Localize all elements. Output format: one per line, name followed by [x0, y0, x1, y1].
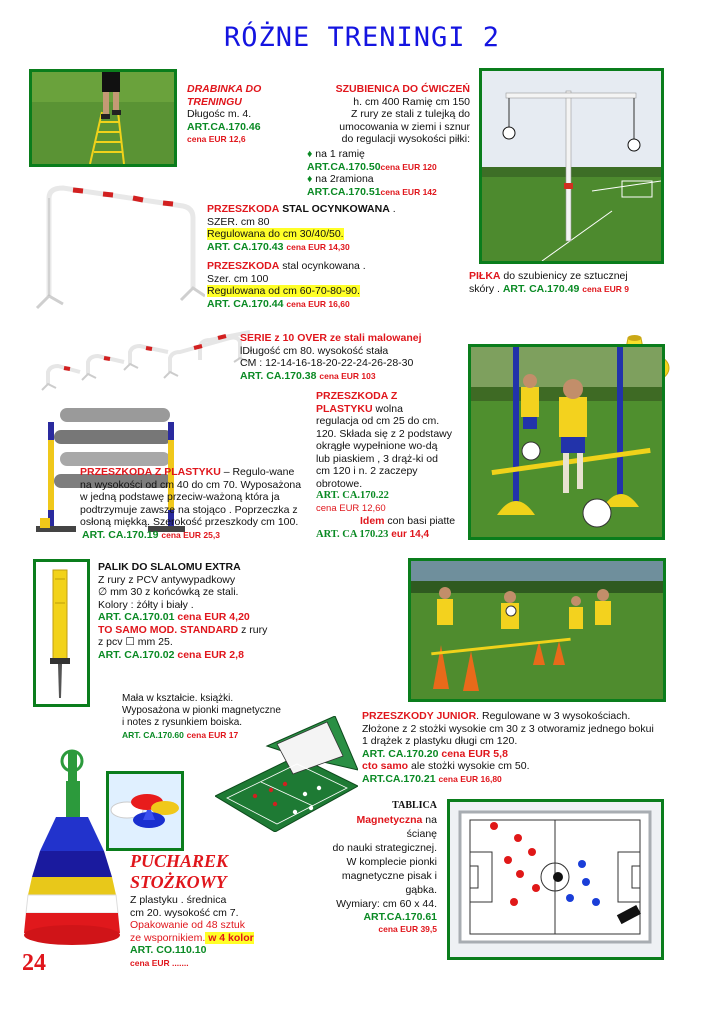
palik-price2: cena EUR 2,8	[177, 648, 244, 661]
przeszkoda-material: STAL OCYNKOWANA	[282, 203, 390, 215]
tablica-price: cena EUR 39,5	[378, 924, 437, 934]
tablica-line: do nauki strategicznej.	[332, 841, 437, 854]
plastyk-line: regulacja od cm 25 do cm.	[316, 415, 440, 427]
pucharek-name-2: STOŻKOWY	[130, 872, 227, 892]
bullet-icon: ♦	[307, 148, 313, 160]
serie-price: cena EUR 103	[319, 370, 376, 381]
przeszkoda-art: ART. CA.170.43	[207, 240, 284, 253]
idem-label: Idem	[360, 515, 385, 527]
drabinka-length: Długośc m. 4.	[187, 108, 252, 120]
szubienica-line: umocowania w ziemi i sznur	[339, 120, 470, 133]
magnetic-board-photo	[447, 799, 664, 960]
szubienica-art2: ART.CA.170.51	[307, 185, 381, 198]
szubienica-price2: cena EUR 142	[380, 186, 437, 197]
serie-line: lDługość cm 80. wysokość stała	[240, 344, 389, 357]
przeszkoda-price: cena EUR 14,30	[286, 241, 350, 252]
serie-line: CM : 12-14-16-18-20-22-24-26-28-30	[240, 357, 414, 369]
pucharek-pack: Opakowanie od 48 sztuk	[130, 919, 245, 931]
przeszkoda2-width: Szer. cm 100	[207, 272, 269, 285]
junior-same-rest: ale stożki wysokie cm 50.	[408, 760, 530, 772]
plastyk-name-2: PLASTYKU	[316, 402, 373, 415]
przeszkoda2-material: stal ocynkowana .	[282, 260, 366, 272]
plastyk-line: lub piaskiem , 3 drąż-ki od	[316, 452, 438, 465]
szubienica-line: Z rury ze stali z tulejką do	[350, 108, 470, 120]
pucharek-price: cena EUR .......	[130, 957, 189, 968]
mapa-art: ART. CA.170.60	[122, 730, 184, 740]
mapa-price: cena EUR 17	[186, 730, 239, 740]
przeszkoda-regulation: Regulowana do cm 30/40/50.	[207, 228, 344, 240]
junior-line: 1 drążek z plastyku długi cm 120.	[362, 735, 518, 747]
junior-art2: ART.CA.170.21	[362, 772, 436, 785]
hurdle-photo	[33, 178, 205, 318]
szubienica-line: h. cm 400 Ramię cm 150	[353, 95, 470, 108]
idem-price: eur 14,4	[391, 528, 430, 540]
wave-hurdle-name: PRZESZKODA Z PLASTYKU	[80, 466, 221, 478]
palik-price1: cena EUR 4,20	[177, 611, 250, 623]
przeszkoda2-regulation: Regulowana od cm 60-70-80-90.	[207, 285, 360, 297]
bullet-icon: ♦	[307, 173, 313, 185]
idem-art: ART. CA 170.23	[316, 528, 389, 540]
palik-standard: TO SAMO MOD. STANDARD	[98, 623, 239, 636]
tablica-line: Wymiary: cm 60 x 44.	[336, 897, 437, 910]
kids-hurdle-photo	[468, 344, 665, 540]
plastyk-line: cm 120 i n. 2 zaczepy	[316, 465, 418, 477]
plastyk-price: cena EUR 12,60	[316, 502, 386, 514]
junior-art1: ART. CA.170.20	[362, 747, 439, 760]
pucharek-art: ART. CO.110.10	[130, 944, 207, 956]
pucharek-pack-2: ze wspornikiem.	[130, 931, 206, 944]
tablica-art: ART.CA.170.61	[363, 910, 437, 923]
wave-hurdle-line: w jedną podstawę przeciw-ważoną która ja	[80, 491, 280, 503]
junior-same: cto samo	[362, 760, 409, 772]
przeszkoda-width: SZER. cm 80	[207, 215, 270, 228]
tablica-name: Magnetyczna	[356, 813, 423, 826]
pilka-art: ART. CA.170.49	[502, 282, 580, 295]
szubienica-name: SZUBIENICA DO ĆWICZEŃ	[335, 83, 470, 95]
przeszkoda2-price: cena EUR 16,60	[286, 298, 350, 309]
plastyk-art: ART. CA.170.22	[316, 490, 389, 501]
wave-hurdle-price: cena EUR 25,3	[161, 529, 220, 540]
drabinka-name: DRABINKA DO	[187, 83, 262, 95]
szubienica-opt2: na 2ramiona	[315, 173, 374, 185]
slalom-pole-photo	[33, 559, 90, 707]
idem-desc: con basi piatte	[384, 515, 456, 527]
palik-name: PALIK DO SLALOMU EXTRA	[98, 561, 241, 573]
wave-hurdle-art: ART. CA.170.19	[82, 528, 159, 541]
wave-hurdle-line: osłoną miękką. Szerokość przeszkody cm 100.	[80, 516, 299, 528]
junior-price1: cena EUR 5,8	[441, 747, 508, 760]
plastyk-name: PRZESZKODA Z	[316, 390, 398, 402]
junior-line: Złożone z 2 stożki wysokie cm 30 z 3 otworamiz jednego bokui	[362, 722, 654, 735]
przeszkoda-dot: .	[389, 203, 396, 215]
junior-price2: cena EUR 16,80	[438, 773, 502, 784]
palik-line: z pcv ☐ mm 25.	[98, 636, 173, 648]
palik-line: Z rury z PCV antywypadkowy	[98, 573, 236, 586]
plastyk-name-rest: wolna	[372, 402, 403, 415]
junior-name-rest: . Regulowane w 3 wysokościach.	[476, 710, 631, 722]
ladder-photo	[29, 69, 177, 167]
plastyk-line: okrągłe wypełnione wo-dą	[316, 440, 438, 452]
przeszkoda2-name: PRZESZKODA	[207, 260, 280, 272]
palik-art2: ART. CA.170.02	[98, 648, 175, 661]
szubienica-opt1: na 1 ramię	[315, 148, 365, 160]
wave-hurdle-line: na wysokości od cm 40 do cm 70. Wyposażona	[80, 478, 302, 491]
mapa-line: Wyposażona w pionki magnetyczne	[122, 705, 281, 716]
pucharek-line: Z plastyku . średnica	[130, 894, 227, 906]
pilka-desc: skóry .	[469, 282, 503, 295]
drabinka-art: ART.CA.170.46	[187, 120, 261, 133]
szubienica-art1: ART.CA.170.50	[307, 160, 381, 173]
palik-art1: ART. CA.170.01	[98, 611, 175, 623]
palik-line: Kolory : żółty i biały .	[98, 598, 194, 611]
tablica-name-rest: na	[422, 813, 437, 826]
tablica-label: TABLICA	[392, 800, 437, 811]
serie-hurdles-photo	[40, 322, 260, 412]
pucharek-colors: w 4 kolor	[205, 931, 254, 944]
drabinka-name-2: TRENINGU	[187, 95, 242, 108]
wave-hurdle-name-rest: – Regulo-wane	[220, 466, 295, 478]
page-title: RÓŻNE TRENINGI 2	[223, 22, 501, 53]
plastyk-line: 120. Składa się z 2 podstawy	[316, 427, 452, 440]
mapa-line: Mała w kształcie. książki.	[122, 693, 234, 704]
pilka-desc: do szubienicy ze sztucznej	[500, 270, 628, 282]
pucharek-line: cm 20. wysokość cm 7.	[130, 906, 239, 919]
palik-line: ∅ mm 30 z końcówką ze stali.	[98, 586, 239, 598]
tablica-line: gąbka.	[405, 883, 437, 896]
gallows-photo	[479, 68, 664, 264]
serie-art: ART. CA.170.38	[240, 369, 317, 382]
szubienica-line: do regulacji wysokości piłki:	[341, 133, 470, 145]
przeszkoda2-art: ART. CA.170.44	[207, 297, 284, 310]
plastyk-line: obrotowe.	[316, 477, 363, 490]
colored-cones-photo	[106, 771, 184, 851]
pilka-name: PIŁKA	[469, 270, 501, 282]
junior-hurdles-photo	[408, 558, 666, 702]
szubienica-price1: cena EUR 120	[380, 161, 437, 172]
page-number: 24	[22, 950, 46, 976]
przeszkoda-name: PRZESZKODA	[207, 203, 280, 215]
pilka-price: cena EUR 9	[582, 283, 629, 294]
serie-name: SERIE z 10 OVER ze stali malowanej	[240, 332, 422, 344]
tablica-line: W komplecie pionki	[346, 855, 437, 868]
wave-hurdle-line: podtrzymuje zawsze na stojąco . Poprzeczka z	[80, 503, 298, 516]
tablica-line: magnetyczne pisak i	[341, 869, 437, 882]
drabinka-price: cena EUR 12,6	[187, 134, 246, 144]
mapa-line: i notes z rysunkiem boiska.	[122, 717, 243, 728]
junior-name: PRZESZKODY JUNIOR	[362, 710, 477, 722]
palik-standard-rest: z rury	[238, 623, 268, 636]
pucharek-name: PUCHAREK	[130, 851, 229, 871]
tablica-line: ścianę	[406, 827, 437, 840]
